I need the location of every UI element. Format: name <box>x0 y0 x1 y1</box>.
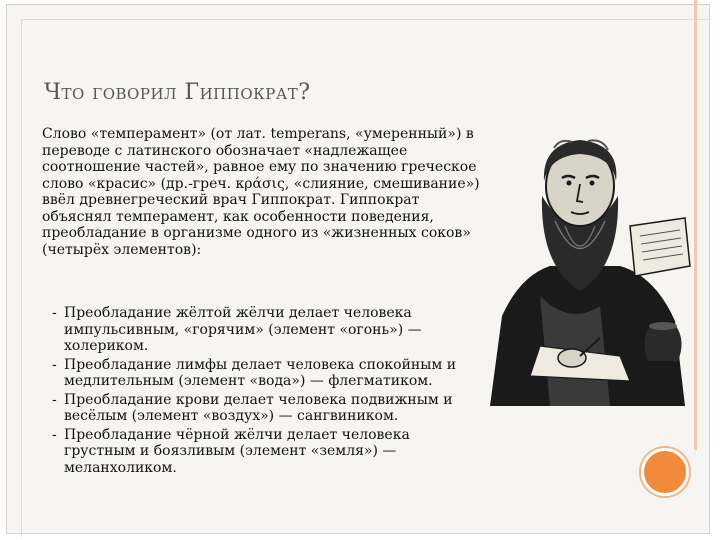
list-item <box>54 392 474 425</box>
bullet-marker: - <box>52 356 57 373</box>
bullet-text: Преобладание крови делает человека подвижным и весёлым (элемент «воздух») — сангвиником. <box>64 391 453 424</box>
page-title: Что говорил Гиппократ? <box>44 80 311 105</box>
bullet-text: Преобладание жёлтой жёлчи делает человека импульсивным, «горячим» (элемент «огонь») — холериком. <box>64 305 422 354</box>
bullet-marker: - <box>52 305 57 321</box>
bullet-list <box>54 305 474 478</box>
list-item <box>54 305 474 355</box>
bullet-marker: - <box>52 426 57 443</box>
list-item <box>54 357 474 390</box>
bullet-text: Преобладание лимфы делает человека спокойным и медлительным (элемент «вода») — флегматиком. <box>64 356 457 389</box>
bullet-text: Преобладание чёрной жёлчи делает человека грустным и боязливым (элемент «земля») — меланхоликом. <box>64 426 410 476</box>
list-item <box>54 427 474 477</box>
accent-circle <box>641 448 689 496</box>
accent-line <box>694 0 697 450</box>
intro-paragraph: Слово «темперамент» (от лат. temperans, «умеренный») в переводе с латинского обозначает «надлежащее соотношение частей», равное ему по значению греческое слово «красис» (др.-греч. κράσις, «слияние, смешивание») ввёл древнегреческий врач Гиппократ. Гиппократ объяснял темперамент, как особенности поведения, преобладание в организме одного из «жизненных соков» (четырёх элементов): <box>42 126 480 258</box>
portrait-image <box>480 126 692 406</box>
bullet-marker: - <box>52 391 57 408</box>
